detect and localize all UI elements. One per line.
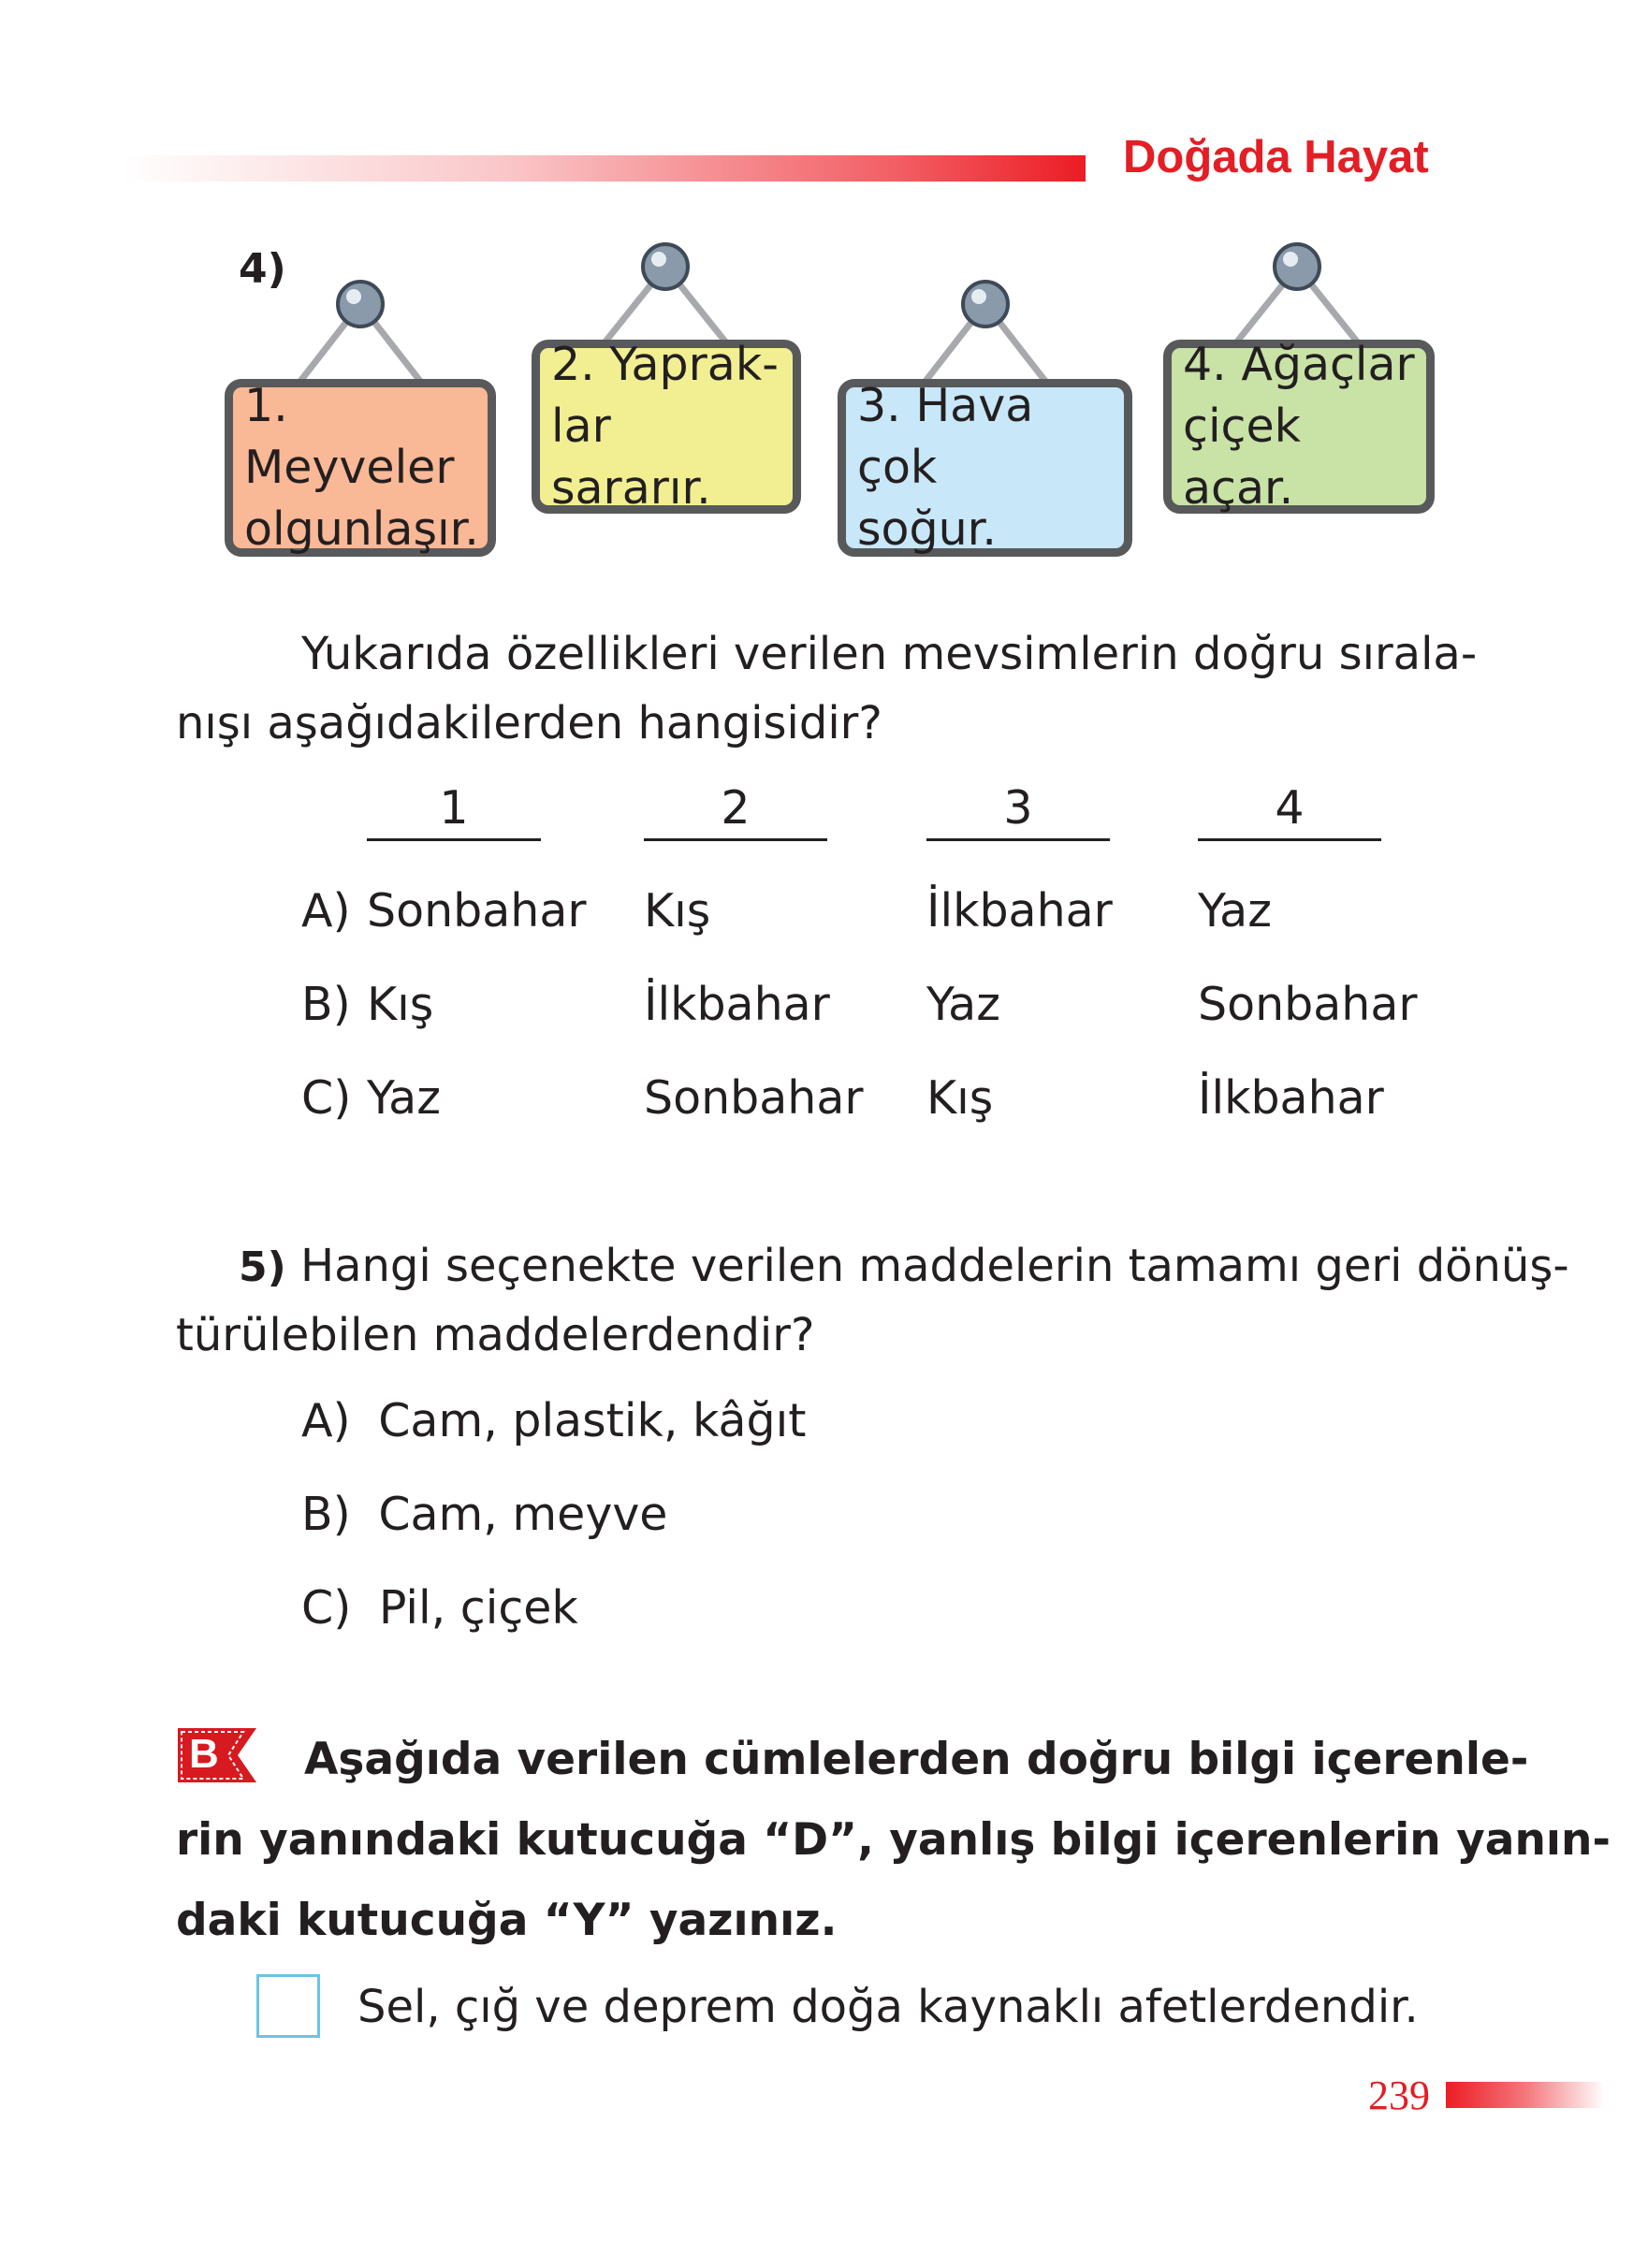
question-4-prompt-line2: nışı aşağıdakilerden hangisidir? (176, 697, 882, 749)
column-header-2: 2 (644, 782, 827, 841)
header-decor-bar (122, 155, 1086, 182)
column-header-4: 4 (1198, 782, 1381, 841)
footer-decor-bar (1446, 2082, 1605, 2108)
sign-3-box (838, 379, 1132, 557)
option-b-cell-1: Kış (367, 978, 434, 1031)
sign-4-line1: 4. Ağaçlar (1183, 338, 1415, 391)
column-header-3: 3 (926, 782, 1110, 841)
q5-option-c (301, 1581, 578, 1635)
question-5-line1 (239, 1231, 1569, 1302)
option-b-cell-4: Sonbahar (1198, 978, 1418, 1031)
section-b-badge-letter: B (189, 1731, 219, 1777)
question-5-prompt-line1: Hangi seçenekte verilen maddelerin tamamı geri dönüş- (300, 1240, 1569, 1292)
sign-3 (838, 276, 1132, 561)
sign-4-line2: çiçek açar. (1183, 400, 1302, 515)
option-a-label: A) (301, 884, 351, 938)
section-b-line3: daki kutucuğa “Y” yazınız. (176, 1895, 838, 1946)
option-a-cell-3: İlkbahar (926, 884, 1113, 938)
q5-option-c-label: C) (301, 1581, 352, 1635)
sign-1-line2: olgunlaşır. (244, 502, 479, 556)
q5-option-b (301, 1488, 667, 1541)
option-a-cell-1: Sonbahar (367, 884, 587, 938)
option-c-cell-3: Kış (926, 1071, 994, 1125)
option-c-cell-4: İlkbahar (1198, 1071, 1384, 1125)
question-5-prompt-line2: türülebilen maddelerdendir? (176, 1309, 815, 1361)
page-number: 239 (1368, 2072, 1430, 2118)
column-header-1: 1 (367, 782, 541, 841)
sign-2-pin-icon (643, 244, 688, 289)
sign-3-line1: 3. Hava çok (857, 379, 1034, 494)
sign-2 (532, 239, 803, 524)
q5-option-b-text: Cam, meyve (378, 1488, 668, 1541)
option-c-cell-1: Yaz (367, 1071, 441, 1125)
option-a-cell-4: Yaz (1198, 884, 1272, 938)
question-5-number: 5) (239, 1243, 286, 1291)
sign-2-line1: 2. Yaprak- (551, 338, 779, 391)
q5-option-b-label: B) (301, 1488, 351, 1541)
question-4-prompt-line1: Yukarıda özellikleri verilen mevsimlerin doğru sırala- (301, 628, 1478, 680)
sign-2-box (532, 340, 801, 514)
page-title: Doğada Hayat (1123, 132, 1429, 182)
question-4-number: 4) (239, 245, 286, 293)
sign-3-line2: soğur. (857, 502, 997, 556)
sign-1-pin-icon (338, 282, 383, 327)
sign-2-line2: lar sararır. (551, 400, 711, 515)
option-c-label: C) (301, 1071, 352, 1125)
section-b-badge (178, 1728, 256, 1782)
option-b-label: B) (301, 978, 351, 1031)
sign-1-box (225, 379, 496, 557)
section-b-line1: Aşağıda verilen cümlelerden doğru bilgi içerenle- (304, 1734, 1529, 1785)
section-b-line2: rin yanındaki kutucuğa “D”, yanlış bilgi içerenlerin yanın- (176, 1814, 1611, 1866)
sign-4-box (1163, 340, 1435, 514)
sign-3-pin-icon (963, 282, 1008, 327)
option-b-cell-3: Yaz (926, 978, 1000, 1031)
option-c-cell-2: Sonbahar (644, 1071, 864, 1125)
q5-option-c-text: Pil, çiçek (378, 1581, 578, 1635)
sign-1-line1: 1. Meyveler (244, 379, 455, 494)
q5-option-a-label: A) (301, 1394, 351, 1447)
q5-option-a-text: Cam, plastik, kâğıt (378, 1394, 807, 1447)
sign-4-pin-icon (1275, 244, 1320, 289)
option-b-cell-2: İlkbahar (644, 978, 830, 1031)
option-a-cell-2: Kış (644, 884, 711, 938)
statement-1: Sel, çığ ve deprem doğa kaynaklı afetlerdendir. (357, 1981, 1419, 2033)
q5-option-a (301, 1394, 806, 1447)
sign-1 (225, 276, 496, 561)
answer-box-1[interactable] (256, 1974, 320, 2038)
sign-4 (1163, 239, 1435, 524)
